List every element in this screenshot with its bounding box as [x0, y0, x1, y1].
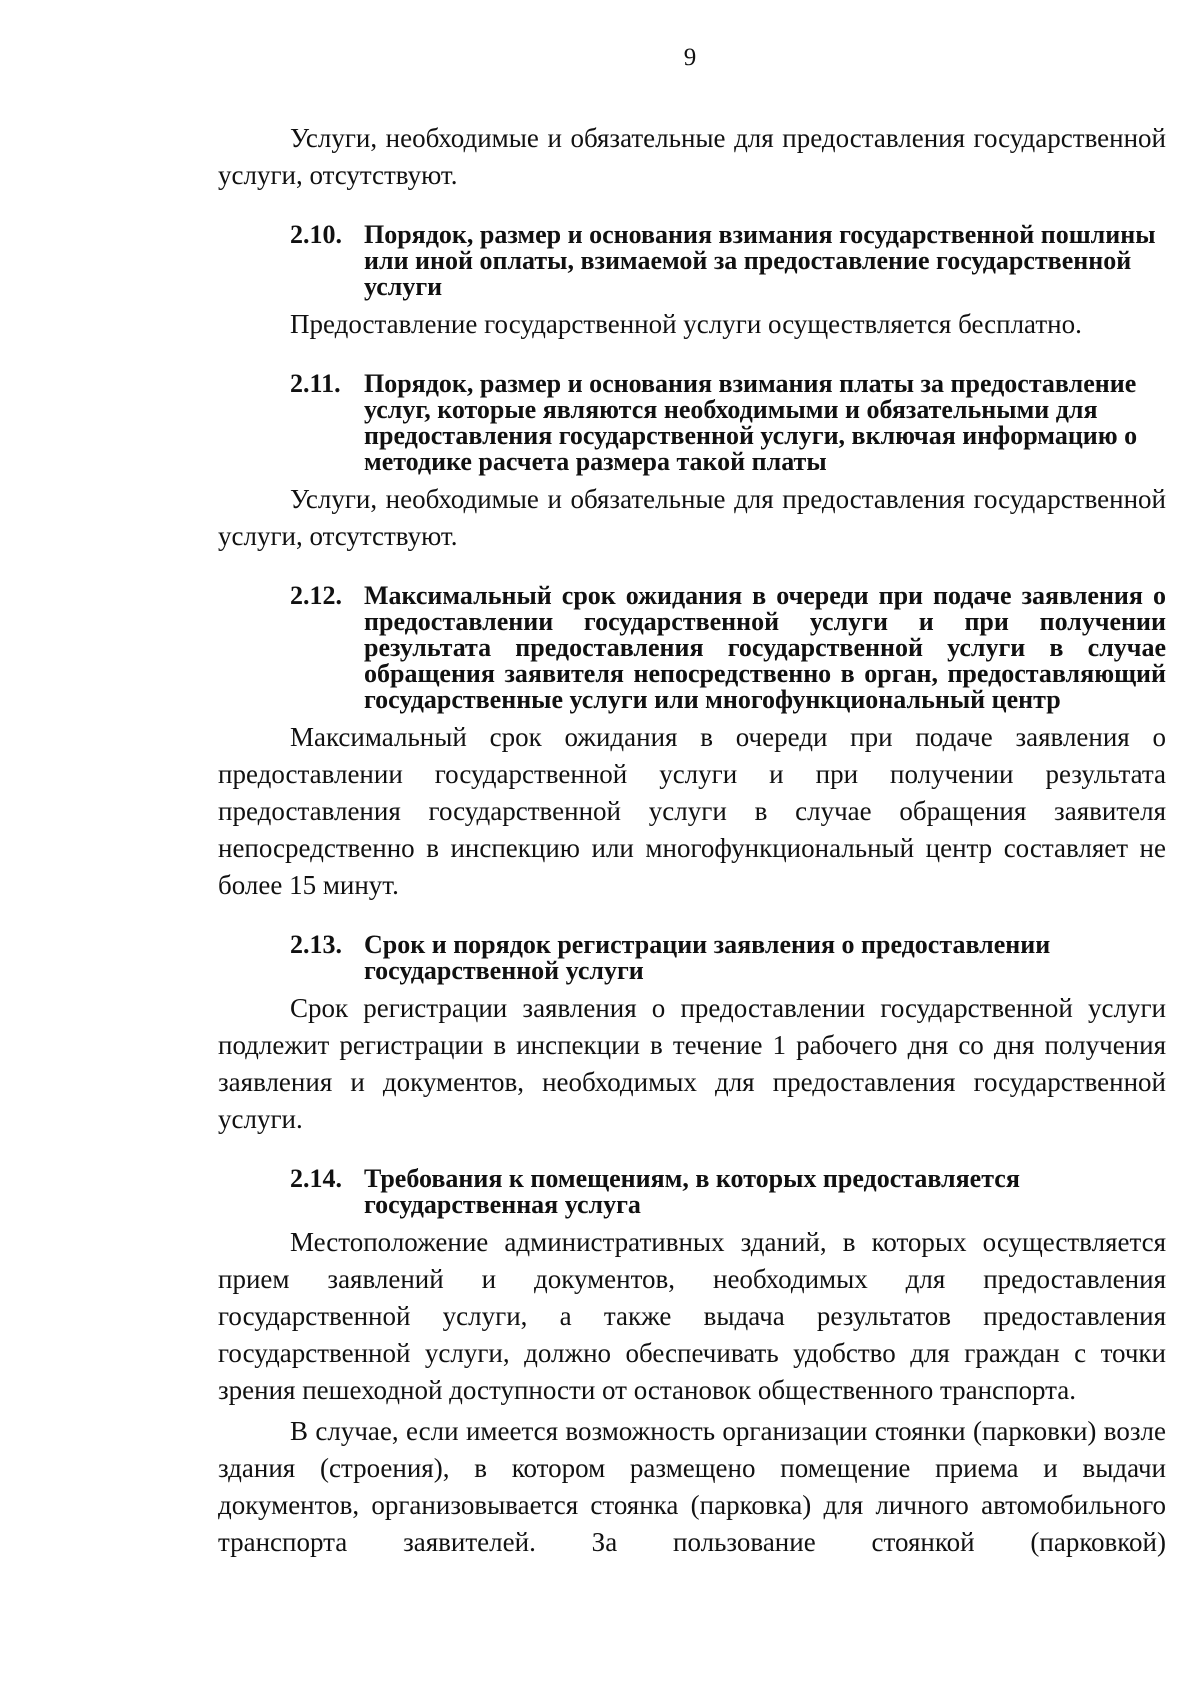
section-2-10 [218, 222, 1166, 343]
section-heading [290, 583, 1166, 713]
section-heading [290, 222, 1166, 300]
section-paragraph: Максимальный срок ожидания в очереди при подаче заявления о предоставлении государственной услуги и при получении результата предоставления государственной услуги в случае обращения заявителя непосредственно в инспекцию или многофункциональный центр составляет не более 15 минут. [218, 722, 1166, 900]
section-title: Порядок, размер и основания взимания платы за предоставление услуг, которые являются необходимыми и обязательными для предоставления государственной услуги, включая информацию о методике расчета размера такой платы [364, 369, 1138, 476]
section-2-13 [218, 932, 1166, 1138]
section-title: Срок и порядок регистрации заявления о предоставлении государственной услуги [364, 930, 1051, 985]
section-heading [290, 371, 1166, 475]
section-number: 2.13. [290, 930, 342, 959]
section-title: Требования к помещениям, в которых предоставляется государственная услуга [364, 1164, 1020, 1219]
page-number: 9 [683, 44, 697, 71]
section-heading [290, 932, 1166, 984]
section-paragraph: Услуги, необходимые и обязательные для предоставления государственной услуги, отсутствуют. [218, 484, 1166, 551]
section-heading [290, 1166, 1166, 1218]
intro-paragraph: Услуги, необходимые и обязательные для предоставления государственной услуги, отсутствуют. [218, 123, 1166, 190]
section-paragraph: Местоположение административных зданий, в которых осуществляется прием заявлений и документов, необходимых для предоставления государственной услуги, а также выдача результатов предоставления государственной услуги, должно обеспечивать удобство для граждан с точки зрения пешеходной доступности от остановок общественного транспорта. [218, 1227, 1166, 1405]
section-number: 2.11. [290, 369, 341, 398]
section-title: Порядок, размер и основания взимания государственной пошлины или иной оплаты, взимаемой за предоставление государственной услуги [364, 220, 1156, 301]
section-paragraph: В случае, если имеется возможность организации стоянки (парковки) возле здания (строения), в котором размещено помещение приема и выдачи документов, организовывается стоянка (парковка) для личного автомобильного транспорта заявителей. За пользование стоянкой (парковкой) [218, 1416, 1166, 1557]
section-number: 2.14. [290, 1164, 342, 1193]
section-number: 2.10. [290, 220, 342, 249]
document-body [218, 120, 1166, 1561]
section-2-12 [218, 583, 1166, 904]
section-2-14 [218, 1166, 1166, 1561]
section-paragraph: Предоставление государственной услуги осуществляется бесплатно. [290, 309, 1082, 339]
section-2-11 [218, 371, 1166, 555]
section-title: Максимальный срок ожидания в очереди при подаче заявления о предоставлении государственной услуги и при получении результата предоставления государственной услуги в случае обращения заявителя непосредственно в орган, предоставляющий государственные услуги или многофункциональный центр [364, 581, 1166, 714]
section-paragraph: Срок регистрации заявления о предоставлении государственной услуги подлежит регистрации в инспекции в течение 1 рабочего дня со дня получения заявления и документов, необходимых для предоставления государственной услуги. [218, 993, 1166, 1134]
section-number: 2.12. [290, 581, 342, 610]
